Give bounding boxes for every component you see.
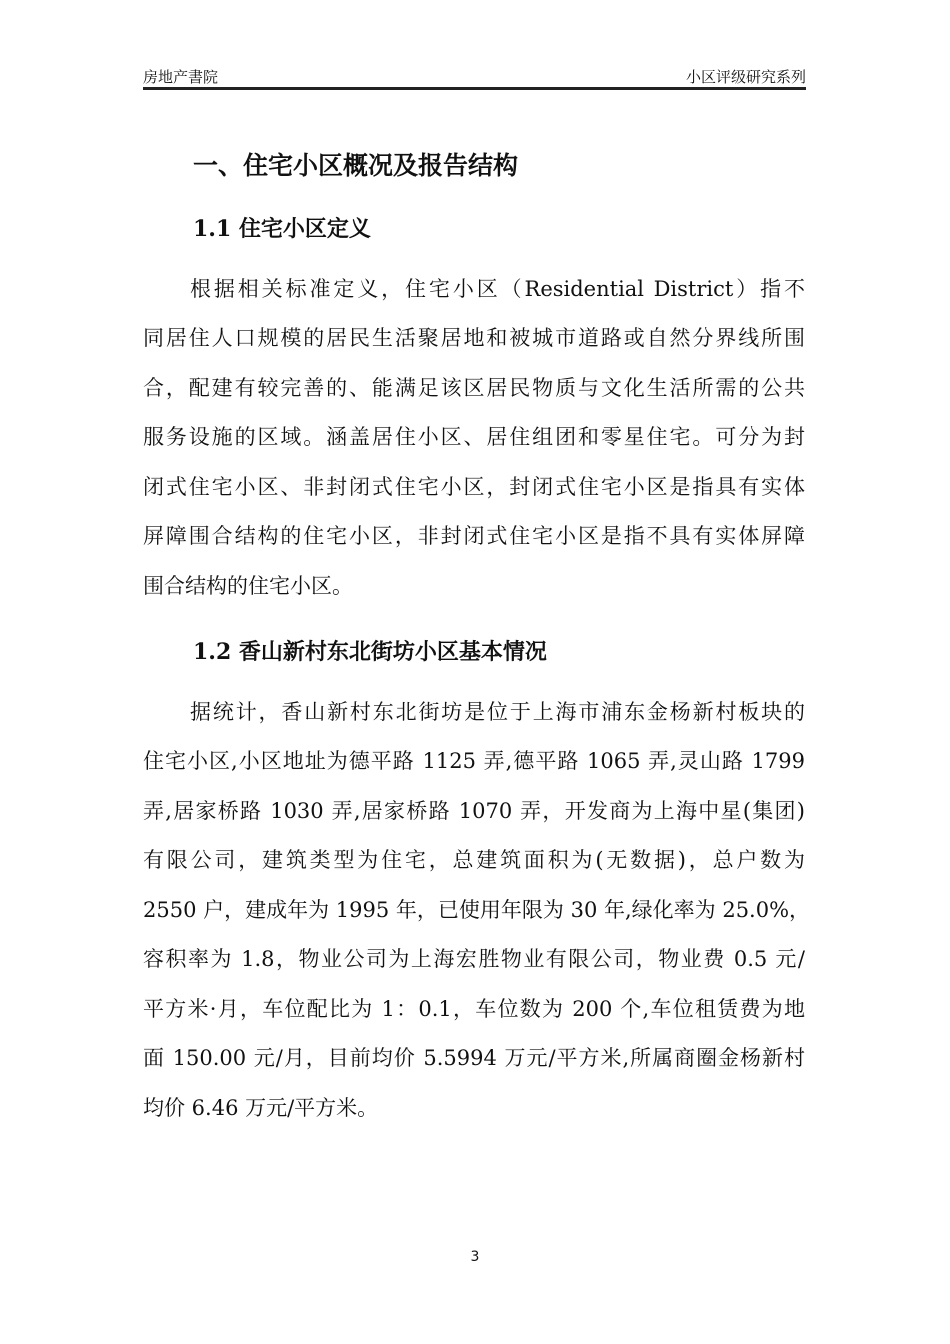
paragraph-line: 面 150.00 元/月，目前均价 5.5994 万元/平方米,所属商圈金杨新村 <box>143 1046 805 1070</box>
paragraph-line: 弄,居家桥路 1030 弄,居家桥路 1070 弄，开发商为上海中星(集团) <box>143 799 805 823</box>
section-title: 一、住宅小区概况及报告结构 <box>193 151 519 180</box>
paragraph-line: 合，配建有较完善的、能满足该区居民物质与文化生活所需的公共 <box>143 376 805 400</box>
header-left: 房地产書院 <box>143 68 219 86</box>
paragraph-line: 据统计，香山新村东北街坊是位于上海市浦东金杨新村板块的 <box>190 700 805 724</box>
header-rule <box>143 87 806 90</box>
paragraph-line: 住宅小区,小区地址为德平路 1125 弄,德平路 1065 弄,灵山路 1799 <box>143 749 805 773</box>
subsection-title-1-1: 1.1 住宅小区定义 <box>193 216 371 242</box>
paragraph-line: 围合结构的住宅小区。 <box>143 574 353 598</box>
paragraph-line: 平方米·月，车位配比为 1：0.1，车位数为 200 个,车位租赁费为地 <box>143 997 805 1021</box>
paragraph-line: 均价 6.46 万元/平方米。 <box>143 1096 379 1120</box>
paragraph-line: 服务设施的区域。涵盖居住小区、居住组团和零星住宅。可分为封 <box>143 425 805 449</box>
paragraph-line: 2550 户，建成年为 1995 年，已使用年限为 30 年,绿化率为 25.0%， <box>143 898 811 922</box>
paragraph-line: 根据相关标准定义，住宅小区（Residential District）指不 <box>190 277 805 301</box>
paragraph-line: 屏障围合结构的住宅小区，非封闭式住宅小区是指不具有实体屏障 <box>143 524 805 548</box>
header-right: 小区评级研究系列 <box>685 68 806 86</box>
paragraph-line: 闭式住宅小区、非封闭式住宅小区，封闭式住宅小区是指具有实体 <box>143 475 805 499</box>
page-number: 3 <box>470 1249 480 1265</box>
paragraph-line: 容积率为 1.8，物业公司为上海宏胜物业有限公司，物业费 0.5 元/ <box>143 947 805 971</box>
paragraph-line: 有限公司，建筑类型为住宅，总建筑面积为(无数据)，总户数为 <box>143 848 805 872</box>
subsection-title-1-2: 1.2 香山新村东北街坊小区基本情况 <box>193 639 547 665</box>
paragraph-line: 同居住人口规模的居民生活聚居地和被城市道路或自然分界线所围 <box>143 326 805 350</box>
